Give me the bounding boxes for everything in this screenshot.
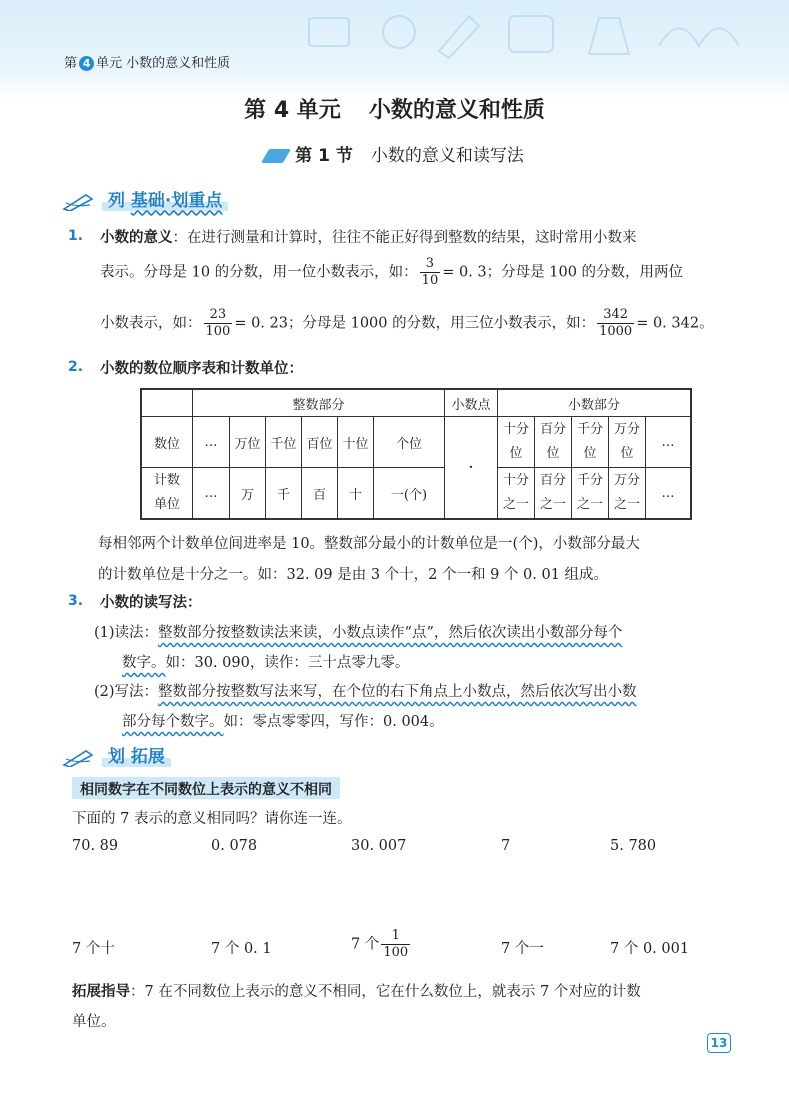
banner-basics-text: 基础·划重点 <box>130 191 223 211</box>
fraction-numerator: 3 <box>420 256 441 273</box>
fraction-denominator: 100 <box>383 945 409 960</box>
dec-unit-cell <box>498 468 535 520</box>
dec-ellipsis: … <box>646 468 692 520</box>
unit-cell: 千 <box>266 468 302 520</box>
item2-text1: 每相邻两个计数单位间进率是 10。整数部分最小的计数单位是一(个)，小数部分最大 <box>98 536 640 552</box>
section-label: 第 1 节 <box>295 146 353 166</box>
writing-example: 如：零点零零四，写作：0. 004。 <box>223 714 444 730</box>
item1-keyword: 小数的意义 <box>100 230 173 246</box>
item2-heading <box>100 357 303 378</box>
banner-extension-lead: 划 <box>108 747 125 767</box>
place-cell: 千位 <box>266 417 302 468</box>
place-value-table <box>140 388 692 520</box>
item1-line1 <box>100 226 637 247</box>
fraction-denominator: 10 <box>421 273 439 288</box>
dec-place-top: 十分 <box>502 422 529 437</box>
pencil-icon <box>62 191 96 211</box>
dec-unit-bottom: 之一 <box>613 497 640 512</box>
dec-place-top: 百分 <box>539 422 566 437</box>
fraction-23-100 <box>204 307 233 340</box>
writing-rule-end: 部分每个数字。 <box>122 714 224 730</box>
fraction-denominator: 100 <box>205 324 231 339</box>
row-label-unit <box>141 468 193 520</box>
dec-place-cell <box>572 417 609 468</box>
dec-place-cell <box>609 417 646 468</box>
item1-text3c: = 0. 342。 <box>636 315 714 332</box>
title-topic: 小数的意义和性质 <box>368 98 545 123</box>
banner-basics-lead: 列 <box>108 191 125 211</box>
item1-text1: ：在进行测量和计算时，往往不能正好得到整数的结果，这时常用小数来 <box>172 230 637 246</box>
item2-keyword: 小数的数位顺序表和计数单位： <box>100 361 303 377</box>
unit-name: 单元 小数的意义和性质 <box>96 56 231 71</box>
item3-keyword: 小数的读写法： <box>100 595 202 611</box>
banner-basics <box>62 186 228 211</box>
writing-rule-line2 <box>122 710 444 731</box>
dec-place-top: 千分 <box>576 422 603 437</box>
page-number: 13 <box>707 1033 731 1053</box>
row-label-unit-b: 单位 <box>153 497 180 512</box>
guide-text1: ：7 在不同数位上表示的意义不相同，它在什么数位上，就表示 7 个对应的计数 <box>130 984 641 1000</box>
writing-label: (2)写法： <box>94 684 159 700</box>
section-flag-icon <box>261 149 291 163</box>
reading-rule-end: 数字。 <box>122 655 166 671</box>
dec-unit-top: 万分 <box>613 473 640 488</box>
place-cell: 个位 <box>374 417 445 468</box>
guide-keyword: 拓展指导 <box>72 984 130 1000</box>
item-number-3: 3. <box>68 593 84 609</box>
banner-extension <box>62 742 171 767</box>
dec-unit-cell <box>572 468 609 520</box>
unit-cell: 十 <box>338 468 374 520</box>
unit-cell: 万 <box>230 468 266 520</box>
fraction-3-10 <box>420 256 441 289</box>
reading-label: (1)读法： <box>94 625 159 641</box>
bottom-c-text: 7 个 <box>351 936 380 953</box>
section-name: 小数的意义和读写法 <box>370 146 524 166</box>
guide-text2: 单位。 <box>72 1014 116 1030</box>
row-label-place: 数位 <box>141 417 193 468</box>
fraction-1-100 <box>381 928 410 961</box>
item1-text2b: = 0. 3；分母是 100 的分数，用两位 <box>442 264 684 281</box>
unit-cell: … <box>193 468 230 520</box>
banner-extension-text: 拓展 <box>130 747 165 767</box>
dec-place-cell <box>535 417 572 468</box>
reading-example: 如：30. 090，读作：三十点零九零。 <box>165 655 410 671</box>
unit-cell: 一(个) <box>374 468 445 520</box>
dec-unit-top: 千分 <box>576 473 603 488</box>
match-bottom-item: 7 个 0. 1 <box>211 941 272 957</box>
item-number-1: 1. <box>68 228 84 244</box>
dec-unit-cell <box>609 468 646 520</box>
item1-text3b: = 0. 23；分母是 1000 的分数，用三位小数表示，如： <box>234 315 596 332</box>
dec-place-bottom: 位 <box>620 446 634 461</box>
header-decimal-point: 小数点 <box>445 389 498 417</box>
match-top-item: 0. 078 <box>211 838 258 854</box>
match-bottom-item <box>351 928 412 961</box>
item3-heading <box>100 591 202 612</box>
fraction-numerator: 342 <box>597 307 634 324</box>
extension-topic-box: 相同数字在不同数位上表示的意义不相同 <box>72 777 340 799</box>
dec-place-bottom: 位 <box>509 446 523 461</box>
fraction-342-1000 <box>597 307 634 340</box>
fraction-denominator: 1000 <box>599 324 633 339</box>
item1-line3 <box>100 307 714 340</box>
place-cell: 十位 <box>338 417 374 468</box>
reading-rule-line1 <box>94 621 622 642</box>
place-cell: 百位 <box>302 417 338 468</box>
extension-question: 下面的 7 表示的意义相同吗？请你连一连。 <box>72 811 352 827</box>
unit-prefix: 第 <box>64 56 78 71</box>
dec-unit-bottom: 之一 <box>539 497 566 512</box>
dec-unit-bottom: 之一 <box>502 497 529 512</box>
fraction-numerator: 1 <box>381 928 410 945</box>
item-number-2: 2. <box>68 359 84 375</box>
place-cell: 万位 <box>230 417 266 468</box>
dec-unit-cell <box>535 468 572 520</box>
item1-line2 <box>100 256 683 289</box>
writing-rule: 整数部分按整数写法来写，在个位的右下角点上小数点，然后依次写出小数 <box>158 684 637 700</box>
pencil-icon <box>62 747 96 767</box>
unit-tag <box>64 52 230 71</box>
dec-place-bottom: 位 <box>546 446 560 461</box>
dec-unit-bottom: 之一 <box>576 497 603 512</box>
row-label-unit-a: 计数 <box>153 473 180 488</box>
page-title <box>0 93 789 124</box>
match-top-item: 70. 89 <box>72 838 119 854</box>
match-top-item: 5. 780 <box>610 838 657 854</box>
item2-text2: 的计数单位是十分之一。如：32. 09 是由 3 个十，2 个一和 9 个 0. 01 组成。 <box>98 567 609 583</box>
reading-rule: 整数部分按整数读法来读，小数点读作“点”，然后依次读出小数部分每个 <box>158 625 623 641</box>
item1-text2a: 表示。分母是 10 的分数，用一位小数表示，如： <box>100 264 418 281</box>
section-title <box>0 141 789 166</box>
dec-place-top: 万分 <box>613 422 640 437</box>
guide-line1 <box>72 980 641 1001</box>
dec-place-cell <box>498 417 535 468</box>
header-integer-part: 整数部分 <box>193 389 445 417</box>
school-supplies-illustration <box>289 6 769 66</box>
decimal-point-cell: · <box>445 417 498 520</box>
unit-number-badge: 4 <box>79 56 94 71</box>
match-bottom-item: 7 个一 <box>501 941 544 957</box>
match-bottom-item: 7 个 0. 001 <box>610 941 690 957</box>
match-bottom-item: 7 个十 <box>72 941 115 957</box>
writing-rule-line1 <box>94 680 637 701</box>
dec-unit-top: 十分 <box>502 473 529 488</box>
dec-ellipsis: … <box>646 417 692 468</box>
fraction-numerator: 23 <box>204 307 233 324</box>
dec-unit-top: 百分 <box>539 473 566 488</box>
header-decimal-part: 小数部分 <box>498 389 692 417</box>
reading-rule-line2 <box>122 651 409 672</box>
table-corner <box>141 389 193 417</box>
item1-text3a: 小数表示，如： <box>100 315 202 332</box>
page-header <box>0 0 789 100</box>
title-unit: 第 4 单元 <box>244 98 341 123</box>
dec-place-bottom: 位 <box>583 446 597 461</box>
match-top-item: 7 <box>501 838 511 854</box>
place-cell: … <box>193 417 230 468</box>
match-top-item: 30. 007 <box>351 838 407 854</box>
unit-cell: 百 <box>302 468 338 520</box>
